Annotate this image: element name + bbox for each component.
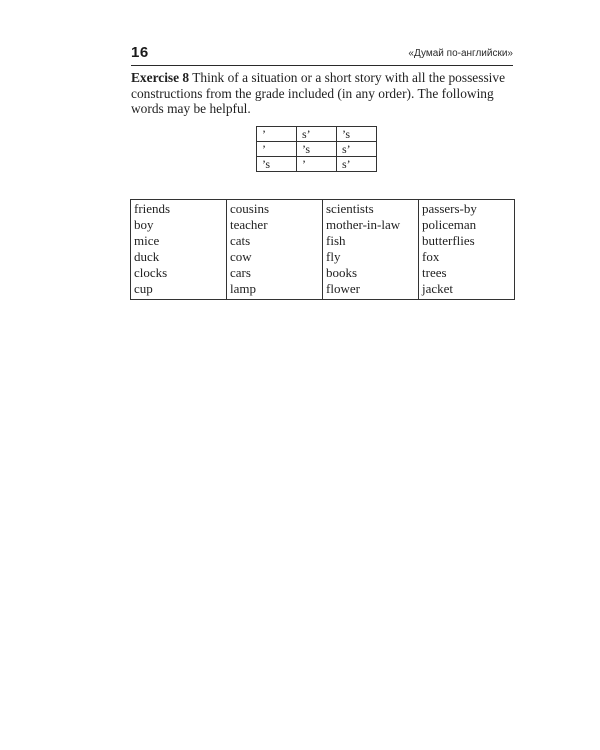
table-cell: teacher (227, 217, 323, 233)
table-cell: cup (131, 281, 227, 299)
table-cell: friends (131, 200, 227, 218)
running-title: «Думай по-английски» (408, 48, 513, 59)
table-cell: ’ (257, 142, 297, 157)
table-cell: passers-by (419, 200, 515, 218)
table-cell: ’s (257, 157, 297, 172)
table-cell: flower (323, 281, 419, 299)
table-cell: lamp (227, 281, 323, 299)
table-cell: books (323, 265, 419, 281)
table-row (257, 157, 377, 172)
table-cell: mother-in-law (323, 217, 419, 233)
table-cell: fish (323, 233, 419, 249)
page-header (131, 43, 513, 66)
table-cell: cats (227, 233, 323, 249)
apostrophe-marks-table (256, 126, 377, 172)
table-cell: ’ (257, 127, 297, 142)
table-row (131, 233, 515, 249)
table-cell: policeman (419, 217, 515, 233)
table-cell: clocks (131, 265, 227, 281)
helpful-words-table (130, 199, 515, 300)
table-cell: butterflies (419, 233, 515, 249)
table-cell: fly (323, 249, 419, 265)
table-cell: duck (131, 249, 227, 265)
table-cell: fox (419, 249, 515, 265)
exercise-body: Think of a situation or a short story with all the possessive constructions from the grade included (in any order). The following words may be helpful. (131, 70, 506, 116)
table-cell: boy (131, 217, 227, 233)
table-cell: trees (419, 265, 515, 281)
table-row (257, 127, 377, 142)
table-cell: cars (227, 265, 323, 281)
table-row (131, 281, 515, 299)
table-cell: ’ (297, 157, 337, 172)
table-row (257, 142, 377, 157)
table-cell: ’s (337, 127, 377, 142)
table-row (131, 200, 515, 218)
table-cell: s’ (297, 127, 337, 142)
table-cell: mice (131, 233, 227, 249)
table-cell: s’ (337, 157, 377, 172)
table-cell: jacket (419, 281, 515, 299)
table-cell: s’ (337, 142, 377, 157)
table-cell: cousins (227, 200, 323, 218)
table-cell: ’s (297, 142, 337, 157)
exercise-label: Exercise 8 (131, 70, 190, 85)
table-row (131, 217, 515, 233)
table-row (131, 265, 515, 281)
table-row (131, 249, 515, 265)
exercise-instructions (131, 70, 515, 117)
table-cell: cow (227, 249, 323, 265)
table-cell: scientists (323, 200, 419, 218)
page-number: 16 (131, 44, 149, 61)
